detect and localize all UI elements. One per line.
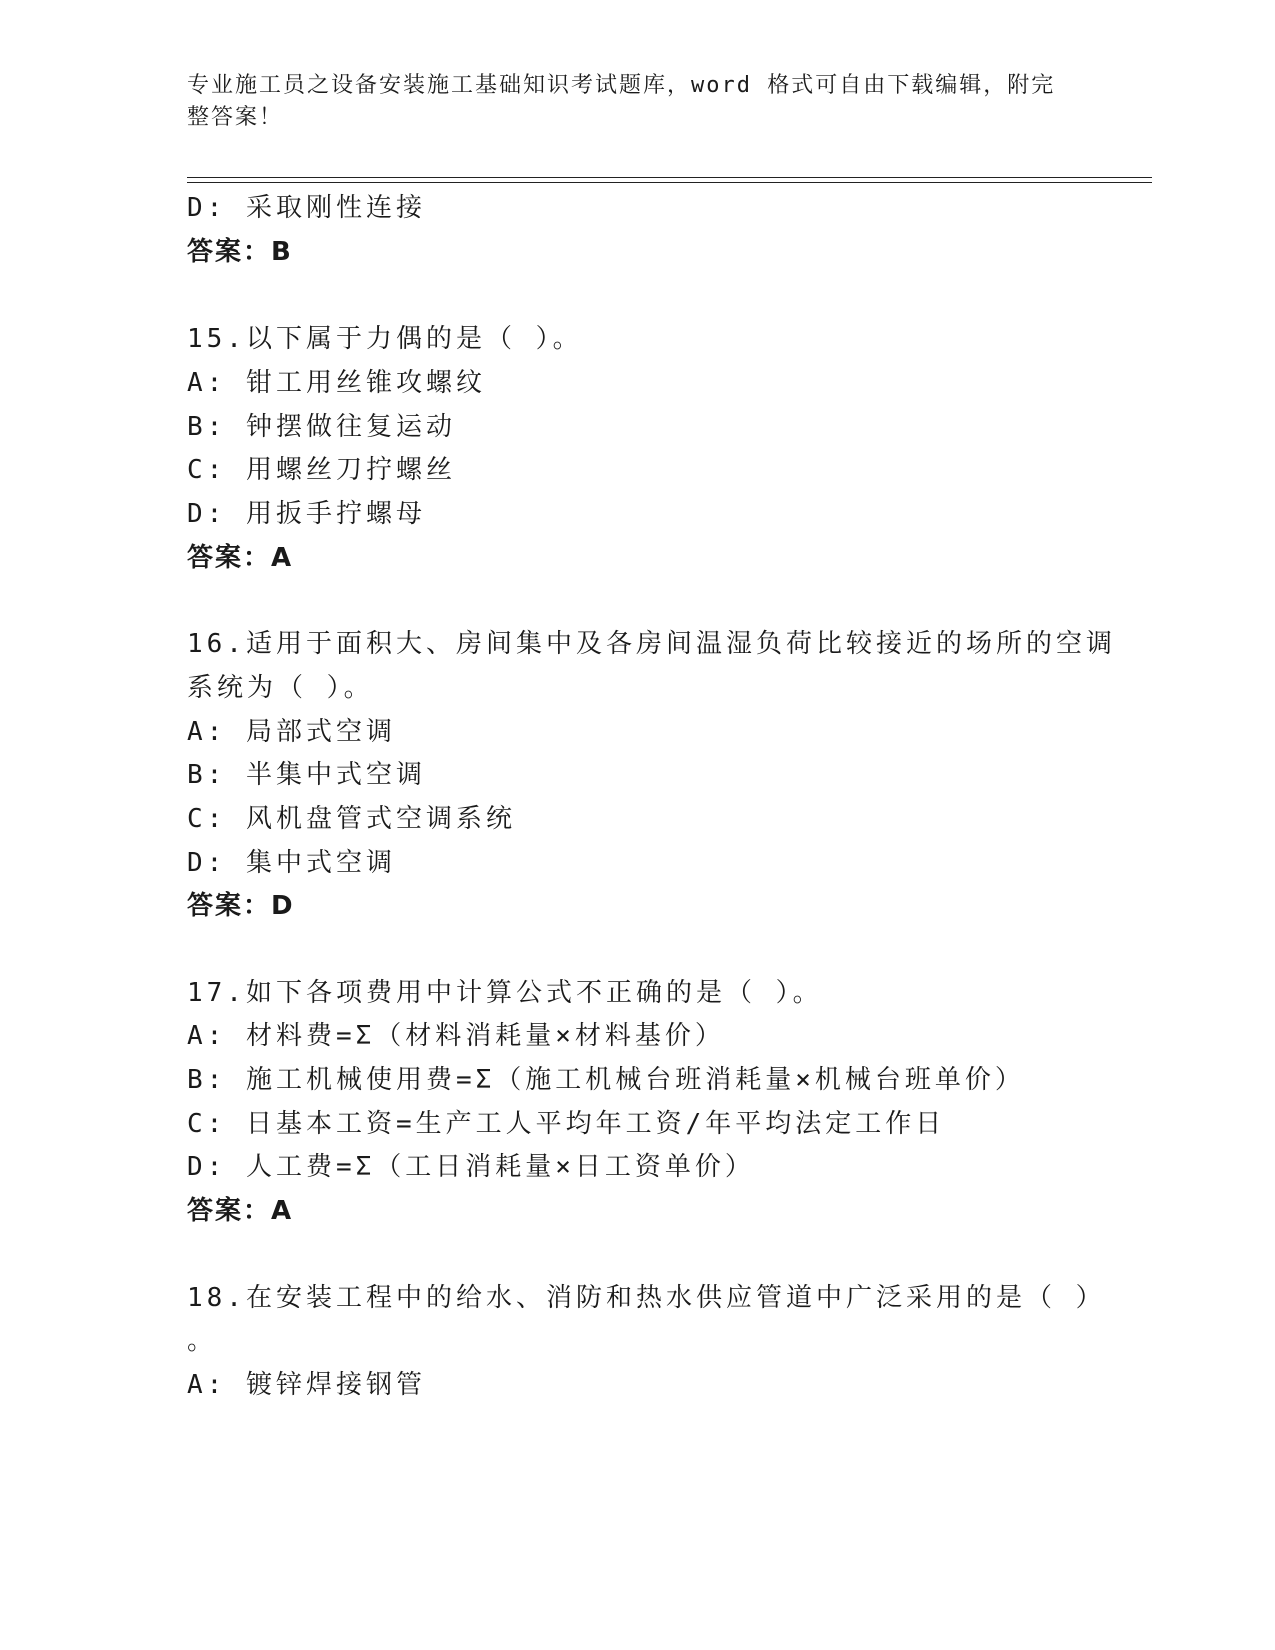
- q16-option-d: D: 集中式空调: [187, 848, 396, 878]
- q18-option-a: A: 镀锌焊接钢管: [187, 1370, 426, 1400]
- q15-option-d: D: 用扳手拧螺母: [187, 499, 426, 529]
- q15-answer: 答案：A: [187, 543, 294, 573]
- q16-question-line-1: 16.适用于面积大、房间集中及各房间温湿负荷比较接近的场所的空调: [187, 629, 1116, 659]
- q15-option-c: C: 用螺丝刀拧螺丝: [187, 455, 456, 485]
- q16-option-b: B: 半集中式空调: [187, 760, 426, 790]
- q16-option-a: A: 局部式空调: [187, 717, 396, 747]
- q17-option-b: B: 施工机械使用费=Σ（施工机械台班消耗量×机械台班单价）: [187, 1065, 1025, 1095]
- q14-option-d: D: 采取刚性连接: [187, 193, 426, 223]
- header-divider-top: [187, 177, 1152, 178]
- q15-option-a: A: 钳工用丝锥攻螺纹: [187, 368, 486, 398]
- header-divider-bottom: [187, 182, 1152, 183]
- q16-answer: 答案：D: [187, 891, 295, 921]
- q17-option-d: D: 人工费=Σ（工日消耗量×日工资单价）: [187, 1152, 755, 1182]
- header-line-2: 整答案！: [187, 105, 284, 130]
- q18-question-line-1: 18.在安装工程中的给水、消防和热水供应管道中广泛采用的是（ ）: [187, 1283, 1106, 1313]
- q16-option-c: C: 风机盘管式空调系统: [187, 804, 516, 834]
- q17-option-c: C: 日基本工资=生产工人平均年工资/年平均法定工作日: [187, 1109, 946, 1139]
- q18-question-line-2: 。: [187, 1326, 218, 1356]
- q17-question: 17.如下各项费用中计算公式不正确的是（ ）。: [187, 978, 823, 1008]
- header-line-1: 专业施工员之设备安装施工基础知识考试题库，word 格式可自由下载编辑，附完: [187, 73, 1056, 98]
- q15-question: 15.以下属于力偶的是（ ）。: [187, 324, 583, 354]
- q15-option-b: B: 钟摆做往复运动: [187, 412, 456, 442]
- q17-answer: 答案：A: [187, 1196, 294, 1226]
- q14-answer: 答案：B: [187, 237, 293, 267]
- document-header: [187, 70, 1067, 134]
- q17-option-a: A: 材料费=Σ（材料消耗量×材料基价）: [187, 1021, 725, 1051]
- q16-question-line-2: 系统为（ ）。: [187, 673, 374, 703]
